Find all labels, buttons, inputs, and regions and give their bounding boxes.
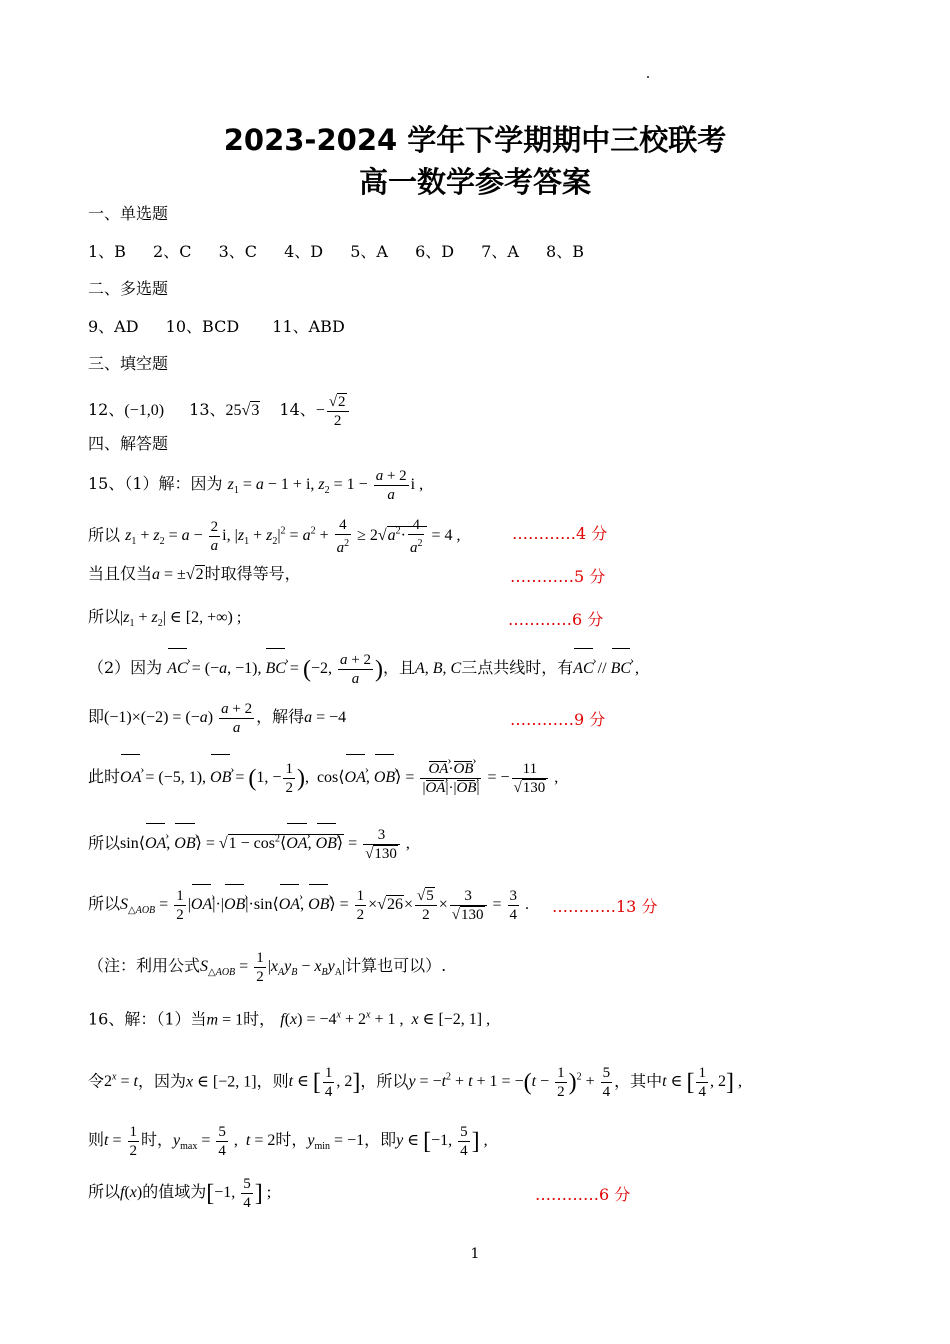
page-title: 2023-2024 学年下学期期中三校联考 (223, 123, 727, 157)
answer-8: 8、B (546, 242, 584, 261)
collinear-tail: 三点共线时，有 (461, 658, 574, 677)
answer-4: 4、D (284, 242, 324, 261)
q16-t-half: t = $\frac{1}{2}$ (104, 1123, 137, 1159)
answer-11: 11、ABD (272, 317, 345, 336)
q15-line-9 (88, 882, 529, 933)
multi-choice-answers (88, 317, 345, 337)
q15-line-7 (88, 752, 558, 803)
q15-line-5 (88, 646, 639, 691)
q13-answer: 25√3 (225, 402, 260, 419)
so-label: 所以 (88, 1182, 121, 1201)
note-head: （注：利用公式 (88, 956, 201, 975)
q16-fx-range: [−1, $\frac{5}{4}$ ] ; (206, 1175, 272, 1211)
q13-label: 13、 (189, 400, 226, 419)
iff-label: 当且仅当 (88, 564, 153, 583)
here-label: 此时 (88, 767, 121, 786)
ji-label: 即 (88, 707, 105, 726)
q15-formula-4: $|z_1 + z_2|$ ∈ [2, +∞) ; (120, 609, 242, 630)
q15-line-4 (88, 607, 241, 634)
so-label: 所以 (88, 607, 121, 626)
q16-line-1 (88, 1006, 490, 1030)
q15-formula-7: OA › = (−5, 1), OB › = (1, − $\frac{1}{2}$ ), cos⟨OA ›, OB ›⟩ = $\frac{OA ›\cdot OB ›}{|OA ›|\cdot|OB ›|}$ = − $\frac{11}{√130}$ , (120, 769, 558, 786)
answer-3: 3、C (218, 242, 258, 261)
answer-5: 5、A (350, 242, 388, 261)
section-solutions: 四、解答题 (88, 434, 169, 453)
answer-6: 6、D (415, 242, 455, 261)
q16-line-4 (88, 1170, 271, 1215)
score-13: …………13 分 (552, 897, 658, 916)
q16-ymin: $y_{min} = -1$ (307, 1132, 365, 1153)
shi-label: 时， (275, 1130, 308, 1149)
because-label: ，因为 (137, 1071, 186, 1091)
q15-line-2 (88, 510, 461, 565)
range-label: 的值域为 (142, 1182, 207, 1201)
solve-label: ，解得 (256, 707, 305, 726)
then-label: ，则 (256, 1071, 289, 1091)
answer-1: 1、B (88, 242, 126, 261)
shi-label: 时， (141, 1130, 174, 1149)
q15-note (88, 946, 446, 993)
q14-label: 14、 (279, 400, 316, 419)
section-multi-choice: 二、多选题 (88, 279, 169, 298)
page-number: 1 (470, 1246, 480, 1262)
so-label: 所以 (88, 894, 121, 913)
q15-2-head: （2）因为 (88, 658, 163, 677)
q15-formula-1: $z_1 = a - 1 + i$, $z_2 = 1$ − $\frac{a + 2}{a}$ i , (227, 467, 424, 503)
q15-formula-5: AC › = (−a, −1), BC › = (−2, $\frac{a + 2}{a}$ ) (167, 660, 383, 677)
q12-label: 12、 (88, 400, 125, 419)
section-fill-blank: 三、填空题 (88, 354, 169, 373)
q15-formula-2: $z_1 + z_2 = a$ − $\frac{2}{a}$ i, $|z_1 + z_2|^2 = a^2$ + $\frac{4}{a^2}$ ≥ $2√a^2\cdot$ $\frac{4}{a^2}$ = 4 , (125, 517, 461, 557)
answer-2: 2、C (153, 242, 192, 261)
q15-line-8 (88, 818, 410, 866)
section-single-choice: 一、单选题 (88, 204, 169, 223)
q16-t-range-2: t ∈ [ $\frac{1}{4}$ , 2] , (662, 1065, 742, 1101)
so-label: 所以 (88, 525, 121, 545)
q14-answer: − $\frac{√2}{2}$ (316, 402, 351, 419)
parallel-formula: AC › // BC › , (573, 660, 639, 677)
where-label: ，其中 (614, 1071, 663, 1091)
score-5: …………5 分 (510, 567, 606, 586)
solve-result: a = −4 (304, 709, 347, 726)
q16-formula-1: $f(x) = -4^x + 2^x + 1$ , x ∈ [−2, 1] , (280, 1010, 491, 1029)
q16-line-3 (88, 1118, 488, 1169)
q16-y: $y = -t^2 + t + 1 = -(t$ − $\frac{1}{2}$ )$^2$ + $\frac{5}{4}$ (408, 1065, 611, 1101)
ji2-label: ，即 (364, 1130, 397, 1149)
q15-formula-9: $S_{\triangle AOB}$ = $\frac{1}{2}$ |OA ›|·|OB ›|·sin⟨OA ›, OB ›⟩ = $\frac{1}{2}$ ×√26× $\frac{√5}{2}$ × $\frac{3}{√130}$ = $\frac{3}{4}$ . (120, 896, 529, 913)
stray-dot (647, 76, 649, 78)
page-subtitle: 高一数学参考答案 (358, 165, 591, 199)
q15-line-1 (88, 464, 423, 511)
let-label: 令 (88, 1071, 105, 1091)
score-6-b: …………6 分 (535, 1185, 631, 1204)
q16-when: 时， (243, 1009, 276, 1029)
q15-head: 15、（1）解：因为 (88, 474, 223, 493)
q16-t: $2^x = t$ (104, 1072, 138, 1091)
score-4: …………4 分 (512, 524, 608, 543)
answer-10: 10、BCD (165, 317, 240, 336)
q12-answer: (−1,0) (124, 402, 165, 419)
q15-formula-8: sin⟨OA ›, OB ›⟩ = $√1 - \cos^2⟨OA$ ›, OB ›⟩ = $\frac{3}{√130}$ , (120, 835, 410, 852)
fill-blank-answers (88, 390, 351, 431)
q16-domain: x ∈ [−2, 1] (185, 1073, 257, 1091)
q16-y-range: y ∈ [−1, $\frac{5}{4}$ ] , (396, 1123, 488, 1159)
then2-label: 则 (88, 1130, 105, 1149)
q16-m: m = 1 (206, 1011, 244, 1029)
single-choice-answers (88, 242, 584, 262)
q15-formula-6: (−1)×(−2) = (−a) $\frac{a + 2}{a}$ (104, 700, 253, 736)
q16-line-2 (88, 1056, 742, 1105)
q16-head: 16、解：（1）当 (88, 1009, 207, 1029)
points-abc: A, B, C (414, 660, 462, 677)
score-6: …………6 分 (508, 610, 604, 629)
note-formula: $S_{\triangle AOB}$ = $\frac{1}{2}$ $|x_Ay_B - x_By_A|$ (200, 949, 346, 985)
so-label: 所以 (88, 833, 121, 853)
so-y-label: ，所以 (360, 1071, 409, 1091)
answer-7: 7、A (481, 242, 519, 261)
iff-tail: 时取得等号， (204, 564, 301, 583)
q16-fx: f(x) (120, 1184, 143, 1201)
q15-line-6 (88, 697, 346, 738)
q15-formula-3: a = ±√2 (152, 566, 204, 583)
note-tail: 计算也可以）. (345, 956, 447, 975)
q16-ymax: $y_{max}$ = $\frac{5}{4}$ , t = 2 (173, 1123, 276, 1159)
q16-t-range: t ∈ [ $\frac{1}{4}$ , 2] (288, 1065, 361, 1101)
collinear-label: ，且 (382, 658, 415, 677)
answer-9: 9、AD (88, 317, 139, 336)
q15-line-3 (88, 564, 301, 585)
score-9: …………9 分 (510, 710, 606, 729)
